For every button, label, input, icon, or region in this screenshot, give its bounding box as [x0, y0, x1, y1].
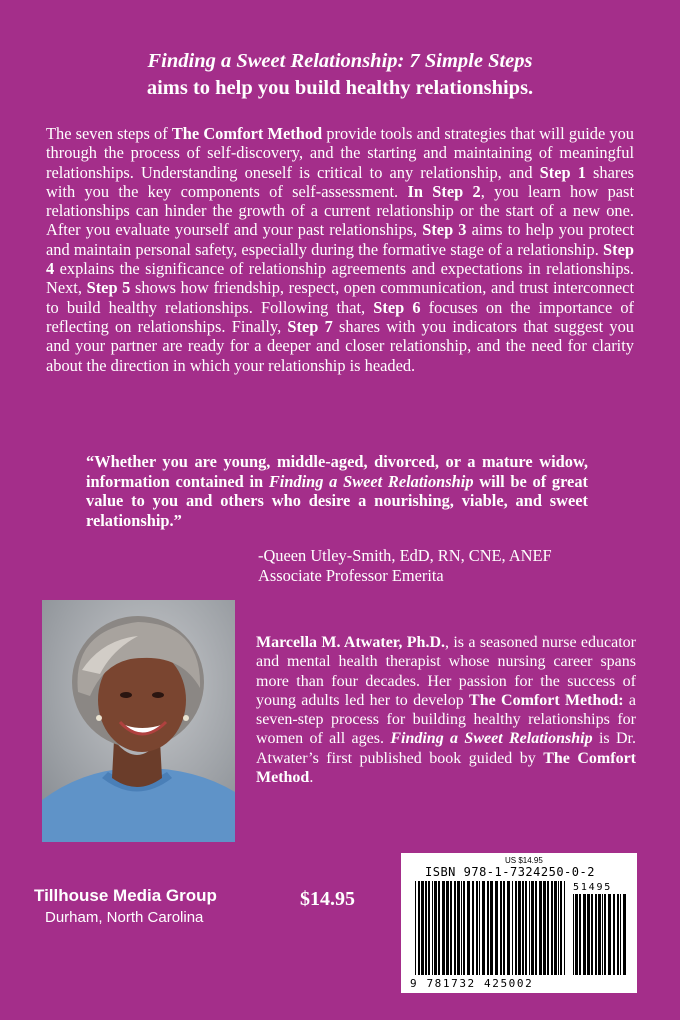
barcode-bar	[564, 881, 565, 975]
book-price: $14.95	[300, 888, 355, 910]
barcode-bar	[450, 881, 452, 975]
description-text: shares with you the key components of self-assessment.	[46, 162, 635, 201]
barcode-isbn: ISBN 978-1-7324250-0-2	[425, 865, 595, 879]
barcode-bars	[401, 853, 637, 993]
author-bio-text-2: a seven-step process for building healthy relationships for women of all ages.	[256, 691, 637, 748]
barcode-bar	[487, 881, 489, 975]
book-description	[46, 124, 634, 375]
barcode-addon-bar	[623, 894, 626, 975]
description-emphasis: Step 5	[86, 278, 131, 298]
barcode-addon-bar	[613, 894, 615, 975]
description-emphasis: Step 3	[422, 220, 467, 240]
barcode-bar	[442, 881, 445, 975]
barcode-addon-bar	[573, 894, 574, 975]
quote-text-1: “Whether you are young, middle-aged, divorced, or a mature widow, information contained in	[86, 452, 588, 491]
barcode-addon-bar	[595, 894, 597, 975]
barcode-bar	[529, 881, 530, 975]
description-text: provide tools and strategies that will guide you through the process of self-discovery, and the starting and maintaining of meaningful relationships. Understanding oneself is critical to any relationship, and	[46, 124, 634, 182]
author-bio	[256, 633, 636, 787]
barcode-bar	[515, 881, 517, 975]
quote-book-title: Finding a Sweet Relationship	[268, 471, 474, 491]
barcode-addon-bar	[583, 894, 586, 975]
barcode-addon-bar	[604, 894, 606, 975]
barcode-bar	[454, 881, 456, 975]
endorsement-attribution	[258, 546, 588, 586]
barcode-bar	[560, 881, 562, 975]
barcode-bar	[421, 881, 424, 975]
barcode-bar	[434, 881, 437, 975]
description-text: aims to help you protect and maintain personal safety, especially during the formative stage of a relationship.	[46, 220, 635, 259]
barcode-bar	[543, 881, 546, 975]
barcode-bar	[479, 881, 480, 975]
barcode-bar	[558, 881, 559, 975]
barcode-bar	[476, 881, 478, 975]
description-emphasis: Step 4	[46, 239, 634, 279]
barcode-bar	[507, 881, 510, 975]
barcode-bar	[461, 881, 462, 975]
quote-text-2: will be of great value to you and others who desire a nourishing, viable, and sweet relationship.”	[86, 471, 588, 530]
description-text: shows how friendship, respect, open communication, and trust interconnect to build healthy relationships. Following that,	[46, 278, 635, 317]
barcode-bar	[503, 881, 505, 975]
author-portrait-image	[42, 600, 235, 842]
author-name: Marcella M. Atwater, Ph.D.	[256, 634, 445, 651]
barcode-bar	[522, 881, 524, 975]
author-book-title: Finding a Sweet Relationship	[390, 730, 593, 748]
barcode-addon-bar	[587, 894, 590, 975]
barcode-bar	[551, 881, 553, 975]
barcode-bar	[425, 881, 427, 975]
publisher-block	[34, 885, 254, 929]
barcode-bar	[531, 881, 534, 975]
endorsement-quote	[86, 452, 588, 530]
barcode-addon-bar	[602, 894, 603, 975]
barcode-bar	[428, 881, 430, 975]
author-method-name: The Comfort Method:	[469, 691, 624, 709]
description-emphasis: Step 7	[287, 316, 333, 336]
author-photo	[42, 600, 235, 842]
barcode-bar	[467, 881, 470, 975]
author-method-name-2: The Comfort Method	[256, 749, 636, 787]
description-text: explains the significance of relationship agreements and expectations in relationships. Next,	[46, 259, 634, 298]
book-tagline: aims to help you build healthy relationships.	[146, 77, 534, 99]
barcode-addon-digits: 51495	[573, 882, 613, 893]
barcode-bar	[500, 881, 502, 975]
barcode-bar	[472, 881, 474, 975]
barcode-bar	[457, 881, 460, 975]
barcode-us-price: US $14.95	[505, 856, 543, 865]
barcode-addon-bar	[608, 894, 611, 975]
description-emphasis: Step 6	[373, 297, 421, 317]
publisher-name: Tillhouse Media Group	[34, 886, 217, 905]
attribution-title: Associate Professor Emerita	[258, 566, 444, 585]
publisher-location: Durham, North Carolina	[45, 909, 204, 926]
barcode-bar	[547, 881, 549, 975]
cover-header	[0, 48, 680, 102]
description-emphasis: The Comfort Method	[171, 124, 323, 143]
barcode-bar	[518, 881, 521, 975]
barcode-addon-bar	[575, 894, 578, 975]
description-text: focuses on the importance of reflecting on relationships. Finally,	[46, 297, 634, 336]
book-title: Finding a Sweet Relationship: 7 Simple Steps	[147, 50, 533, 72]
barcode-addon-bar	[591, 894, 593, 975]
description-emphasis: In Step 2	[407, 181, 481, 201]
barcode-bar	[482, 881, 485, 975]
barcode-bar	[446, 881, 449, 975]
description-emphasis: Step 1	[539, 162, 586, 182]
author-bio-text-1: , is a seasoned nurse educator and mental health therapist whose nursing career spans more than four decades. Her passion for the success of young adults led her to develop	[256, 634, 637, 709]
barcode-bar	[495, 881, 498, 975]
barcode-bar	[554, 881, 557, 975]
barcode-bar	[525, 881, 527, 975]
barcode-bar	[432, 881, 433, 975]
barcode-addon-bar	[620, 894, 621, 975]
barcode-addon-bar	[579, 894, 581, 975]
barcode-ean-digits: 9 781732 425002	[410, 977, 534, 990]
description-text: , you learn how past relationships can hinder the growth of a current relationship or the start of a new one. After you evaluate yourself and your past relationships,	[46, 181, 634, 240]
barcode-addon-bar	[617, 894, 619, 975]
barcode-bar	[415, 881, 416, 975]
isbn-barcode	[401, 853, 637, 993]
barcode-bar	[539, 881, 542, 975]
barcode-bar	[535, 881, 537, 975]
description-text: The seven steps of	[46, 124, 172, 143]
attribution-name: -Queen Utley-Smith, EdD, RN, CNE, ANEF	[258, 546, 552, 565]
description-text: shares with you indicators that suggest you and your partner are ready for a deeper and closer relationship, and the need for clarity about the direction in which your relationship is headed.	[46, 316, 634, 375]
author-bio-text-3: is Dr. Atwater’s first published book guided by	[256, 730, 637, 767]
barcode-bar	[490, 881, 493, 975]
barcode-bar	[463, 881, 465, 975]
barcode-addon-bar	[598, 894, 601, 975]
author-bio-text-4: .	[309, 769, 314, 787]
barcode-bar	[418, 881, 420, 975]
barcode-bar	[512, 881, 513, 975]
barcode-bar	[438, 881, 440, 975]
